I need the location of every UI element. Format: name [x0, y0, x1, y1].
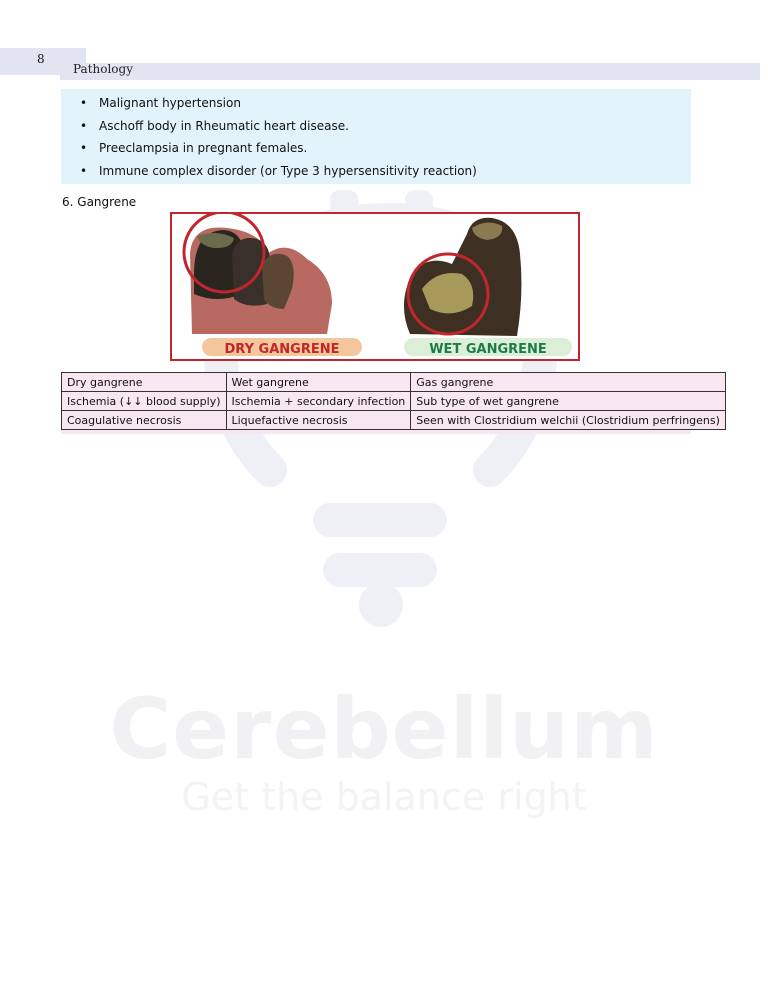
- watermark-tagline: Get the balance right: [181, 775, 587, 819]
- table-cell: Ischemia (↓↓ blood supply): [62, 392, 227, 411]
- bullet-item: • Malignant hypertension: [61, 93, 691, 116]
- table-cell: Coagulative necrosis: [62, 411, 227, 430]
- table-cell: Wet gangrene: [226, 373, 411, 392]
- table-cell: Ischemia + secondary infection: [226, 392, 411, 411]
- wet-gangrene-label: WET GANGRENE: [429, 342, 547, 357]
- running-header-bar: [60, 63, 760, 80]
- table-row: [62, 373, 726, 392]
- gangrene-comparison-table: [61, 372, 726, 430]
- bullet-item: • Immune complex disorder (or Type 3 hypersensitivity reaction): [61, 161, 691, 184]
- table-cell: Seen with Clostridium welchii (Clostridium perfringens): [411, 411, 726, 430]
- dry-gangrene-photo: [184, 214, 332, 334]
- watermark-brand: Cerebellum: [109, 680, 659, 778]
- table-row: [62, 411, 726, 430]
- wet-gangrene-photo: [404, 218, 521, 336]
- table-cell: Sub type of wet gangrene: [411, 392, 726, 411]
- bullet-item: • Preeclampsia in pregnant females.: [61, 138, 691, 161]
- table-cell: Gas gangrene: [411, 373, 726, 392]
- section-heading: 6. Gangrene: [62, 195, 137, 209]
- gangrene-figure: [170, 212, 580, 361]
- gangrene-illustration: [172, 214, 578, 359]
- table-row: [62, 392, 726, 411]
- dry-gangrene-label: DRY GANGRENE: [224, 342, 340, 357]
- bullet-item: • Aschoff body in Rheumatic heart disease.: [61, 116, 691, 139]
- table-cell: Dry gangrene: [62, 373, 227, 392]
- bullet-list: [61, 89, 691, 183]
- running-header-title: Pathology: [73, 62, 133, 76]
- bullet-box: [61, 89, 691, 184]
- table-cell: Liquefactive necrosis: [226, 411, 411, 430]
- page-number: 8: [37, 52, 45, 66]
